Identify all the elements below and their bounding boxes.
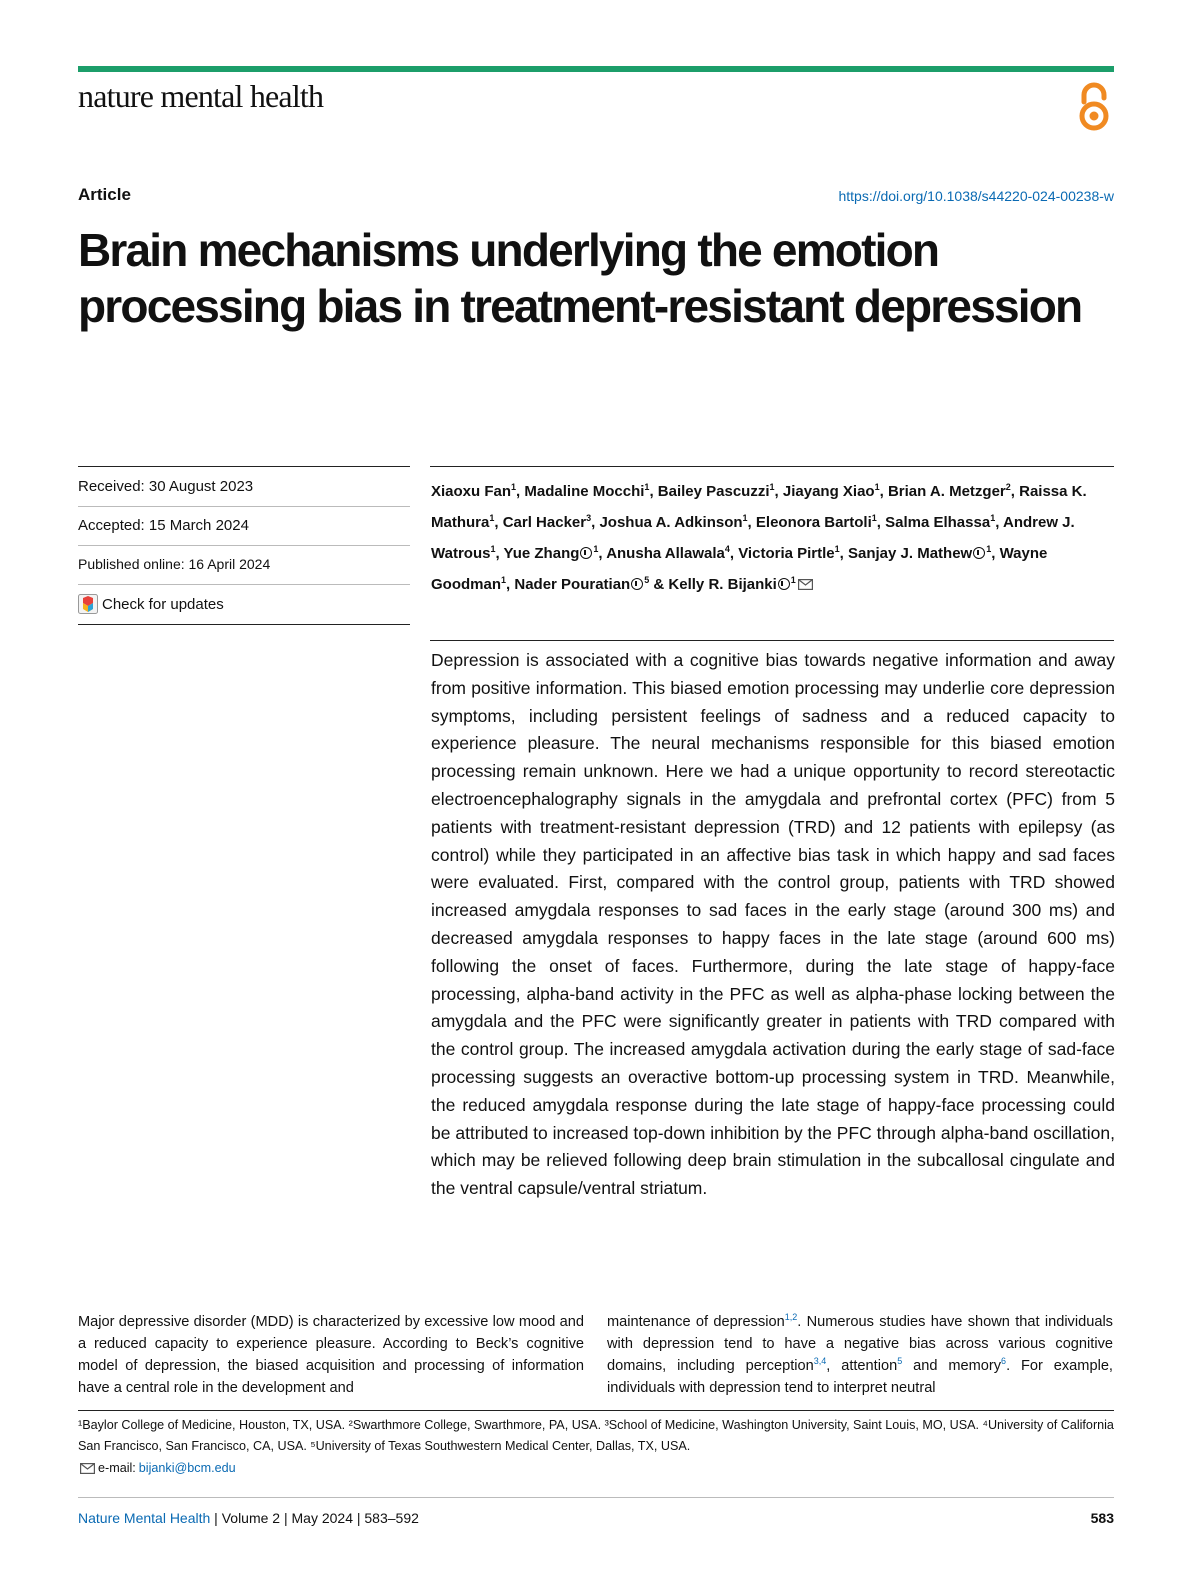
- email-link[interactable]: bijanki@bcm.edu: [138, 1461, 236, 1475]
- body-text-left: Major depressive disorder (MDD) is characterized by excessive low mood and a reduced capacity to experience pleasure. According to Beck’s cognitive model of depression, the biased acquisition and processing of information have a central role in the development and: [78, 1314, 584, 1396]
- author-name[interactable]: Victoria Pirtle: [738, 545, 835, 562]
- author-name[interactable]: Joshua A. Adkinson: [599, 514, 743, 531]
- affiliation-marker: 1: [769, 482, 775, 492]
- author-name[interactable]: Yue Zhang: [503, 545, 580, 562]
- affiliation-marker: 1: [834, 544, 840, 554]
- author-name[interactable]: Wayne Goodman: [431, 545, 1048, 593]
- citation-link[interactable]: 3,4: [813, 1356, 827, 1367]
- abstract: Depression is associated with a cognitive bias towards negative information and away from positive information. This biased emotion processing may underlie core depression symptoms, including persistent feelings of sadness and a reduced capacity to experience pleasure. The neural mechanisms responsible for this biased emotion processing remain unknown. Here we had a unique opportunity to record stereotactic electroencephalography signals in the amygdala and prefrontal cortex (PFC) from 5 patients with treatment-resistant depression (TRD) and 12 patients with epilepsy (as control) while they participated in an affective bias task in which happy and sad faces were evaluated. First, compared with the control group, patients with TRD showed increased amygdala responses to sad faces in the early stage (around 300 ms) and decreased amygdala responses to happy faces in the late stage (around 600 ms) following the onset of faces. Furthermore, during the late stage of happy-face processing, alpha-band activity in the PFC as well as alpha-phase locking between the amygdala and the PFC were significantly greater in patients with TRD compared with the control group. The increased amygdala activation during the early stage of sad-face processing suggests an overactive bottom-up processing system in TRD. Meanwhile, the reduced amygdala response during the late stage of happy-face processing could be attributed to increased top-down inhibition by the PFC through alpha-band oscillation, which may be relieved following deep brain stimulation in the subcallosal cingulate and the ventral capsule/ventral striatum.: [431, 650, 1115, 1199]
- author-name[interactable]: Anusha Allawala: [606, 545, 725, 562]
- article-title: Brain mechanisms underlying the emotion processing bias in treatment-resistant depression: [78, 224, 1082, 332]
- journal-name: nature mental health: [78, 78, 324, 114]
- accepted-date: Accepted: 15 March 2024: [78, 517, 249, 534]
- affiliation-marker: 4: [724, 544, 730, 554]
- meta-divider: [78, 545, 410, 546]
- affiliation-marker: 1: [644, 482, 650, 492]
- check-for-updates-button[interactable]: [78, 594, 224, 614]
- citation-link[interactable]: 5: [897, 1356, 903, 1367]
- meta-rule: [78, 466, 410, 467]
- author-list: Xiaoxu Fan$^1$, Madaline Mocchi$^1$, Bailey Pascuzzi$^1$, Jiayang Xiao$^1$, Brian A. Metzger$^2$, Raissa K. Mathura$^1$, Carl Hacker$^3$, Joshua A. Adkinson$^1$, Eleonora Bartoli$^1$, Salma Elhassa$^1$, Andrew J. Watrous$^1$, Yue Zhang $^1$, Anusha Allawala$^4$, Victoria Pirtle$^1$, Sanjay J. Mathew $^1$, Wayne Goodman$^1$, Nader Pouratian $^5$ & Kelly R. Bijanki $^1$: [431, 482, 1087, 593]
- author-name[interactable]: Nader Pouratian: [514, 576, 631, 593]
- affiliation-marker: 1: [871, 513, 877, 523]
- affiliation-marker: 1: [511, 482, 517, 492]
- citation-link[interactable]: 1,2: [784, 1312, 798, 1323]
- affiliation-marker: 1: [874, 482, 880, 492]
- meta-divider: [78, 506, 410, 507]
- author-name[interactable]: Carl Hacker: [502, 514, 587, 531]
- doi-link[interactable]: https://doi.org/10.1038/s44220-024-00238-w: [838, 188, 1114, 204]
- orcid-icon[interactable]: [631, 578, 643, 590]
- affiliation-marker: 1: [986, 544, 992, 554]
- affiliation-marker: 1: [501, 575, 507, 585]
- footer-details: | Volume 2 | May 2024 | 583–592: [210, 1510, 419, 1526]
- citation-link[interactable]: 6: [1001, 1356, 1007, 1367]
- author-name[interactable]: Eleonora Bartoli: [755, 514, 872, 531]
- author-name[interactable]: Madaline Mocchi: [524, 483, 645, 500]
- author-name[interactable]: Kelly R. Bijanki: [668, 576, 777, 593]
- author-name[interactable]: Xiaoxu Fan: [431, 483, 512, 500]
- footer-rule: [78, 1497, 1114, 1498]
- open-access-lock-icon: [1074, 82, 1114, 132]
- email-label: e-mail:: [98, 1461, 136, 1475]
- correspondence: [78, 1458, 236, 1479]
- author-name[interactable]: Raissa K. Mathura: [431, 483, 1087, 531]
- body-text-right: maintenance of depression$^{1,2}$. Numerous studies have shown that individuals with depression tend to have a negative bias across various cognitive domains, including perception$^{3,4}$, attention$^5$ and memory$^6$. For example, individuals with depression tend to interpret neutral: [607, 1312, 1113, 1396]
- author-name[interactable]: Salma Elhassa: [885, 514, 991, 531]
- affiliation-marker: 1: [790, 575, 796, 585]
- affiliation-marker: 1: [490, 544, 496, 554]
- footer-citation: [78, 1510, 419, 1526]
- envelope-icon: [80, 1463, 95, 1474]
- meta-divider: [78, 584, 410, 585]
- affiliations: ¹Baylor College of Medicine, Houston, TX, USA. ²Swarthmore College, Swarthmore, PA, USA. ³School of Medicine, Washington University, Saint Louis, MO, USA. ⁴University of California San Francisco, San Francisco, CA, USA. ⁵University of Texas Southwestern Medical Center, Dallas, TX, USA.: [78, 1418, 1114, 1453]
- affiliation-marker: 1: [742, 513, 748, 523]
- author-name[interactable]: Jiayang Xiao: [782, 483, 875, 500]
- affiliation-marker: 2: [1005, 482, 1011, 492]
- authors-rule: [430, 466, 1114, 467]
- meta-rule: [78, 624, 410, 625]
- affiliation-marker: 1: [990, 513, 996, 523]
- footnote-rule: [78, 1410, 1114, 1411]
- author-name[interactable]: Andrew J. Watrous: [431, 514, 1075, 562]
- affiliation-marker: 5: [644, 575, 650, 585]
- check-for-updates-label: Check for updates: [102, 595, 224, 613]
- orcid-icon[interactable]: [778, 578, 790, 590]
- affiliation-marker: 1: [489, 513, 495, 523]
- footer-journal-link[interactable]: Nature Mental Health: [78, 1510, 211, 1526]
- check-for-updates-icon: [78, 594, 98, 614]
- affiliation-marker: 1: [593, 544, 599, 554]
- orcid-icon[interactable]: [580, 547, 592, 559]
- author-name[interactable]: Sanjay J. Mathew: [848, 545, 973, 562]
- author-name[interactable]: Brian A. Metzger: [887, 483, 1006, 500]
- header-rule: [78, 66, 1114, 72]
- article-type: Article: [78, 185, 131, 204]
- affiliation-marker: 3: [586, 513, 592, 523]
- page-number: 583: [1090, 1510, 1114, 1526]
- abstract-rule: [430, 640, 1114, 641]
- published-date: Published online: 16 April 2024: [78, 556, 271, 572]
- received-date: Received: 30 August 2023: [78, 478, 254, 495]
- author-name[interactable]: Bailey Pascuzzi: [657, 483, 770, 500]
- envelope-icon[interactable]: [798, 579, 813, 590]
- orcid-icon[interactable]: [973, 547, 985, 559]
